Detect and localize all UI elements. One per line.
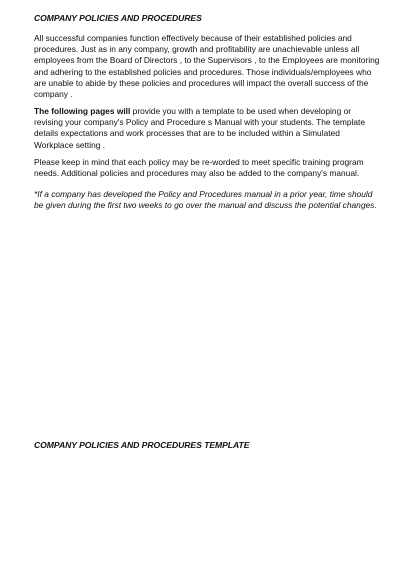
italic-note-line: be given during the first two weeks to go over the manual and discuss the potential changes. <box>34 200 377 211</box>
note-line: needs. Additional policies and procedures may also be added to the company's manual. <box>34 168 360 179</box>
template-heading: COMPANY POLICIES AND PROCEDURES TEMPLATE <box>34 440 250 450</box>
intro-line: and adhering to the established policies and procedures. Those individuals/employees who <box>34 66 372 77</box>
intro-line: procedures. Just as in any company, growth and profitability are unachievable unless all <box>34 44 360 55</box>
note-line: Please keep in mind that each policy may be re-worded to meet specific training program <box>34 157 364 167</box>
intro-line: All successful companies function effectively because of their established policies and <box>34 33 352 43</box>
template-line: revising your company's Policy and Procedure s Manual with your students. The template <box>34 117 366 128</box>
template-line-rest: provide you with a template to be used when developing or <box>130 106 352 116</box>
document-title: COMPANY POLICIES AND PROCEDURES <box>34 13 202 23</box>
intro-paragraph <box>34 33 380 100</box>
template-line: Workplace setting . <box>34 139 106 150</box>
template-bold-lead: The following pages will <box>34 106 131 116</box>
intro-line: company . <box>34 89 73 100</box>
template-line <box>34 106 374 117</box>
template-line: details expectations and work processes that are to be included within a Simulated <box>34 128 340 139</box>
italic-note-line: *If a company has developed the Policy and Procedures manual in a prior year, time should <box>34 189 373 199</box>
italic-note-paragraph <box>34 189 377 211</box>
intro-line: are unable to abide by these policies and procedures will impact the overall success of the <box>34 77 369 88</box>
note-paragraph <box>34 157 374 179</box>
intro-line: employees from the Board of Directors , to the Supervisors , to the Employees are monitoring <box>34 55 380 66</box>
template-paragraph <box>34 106 374 151</box>
